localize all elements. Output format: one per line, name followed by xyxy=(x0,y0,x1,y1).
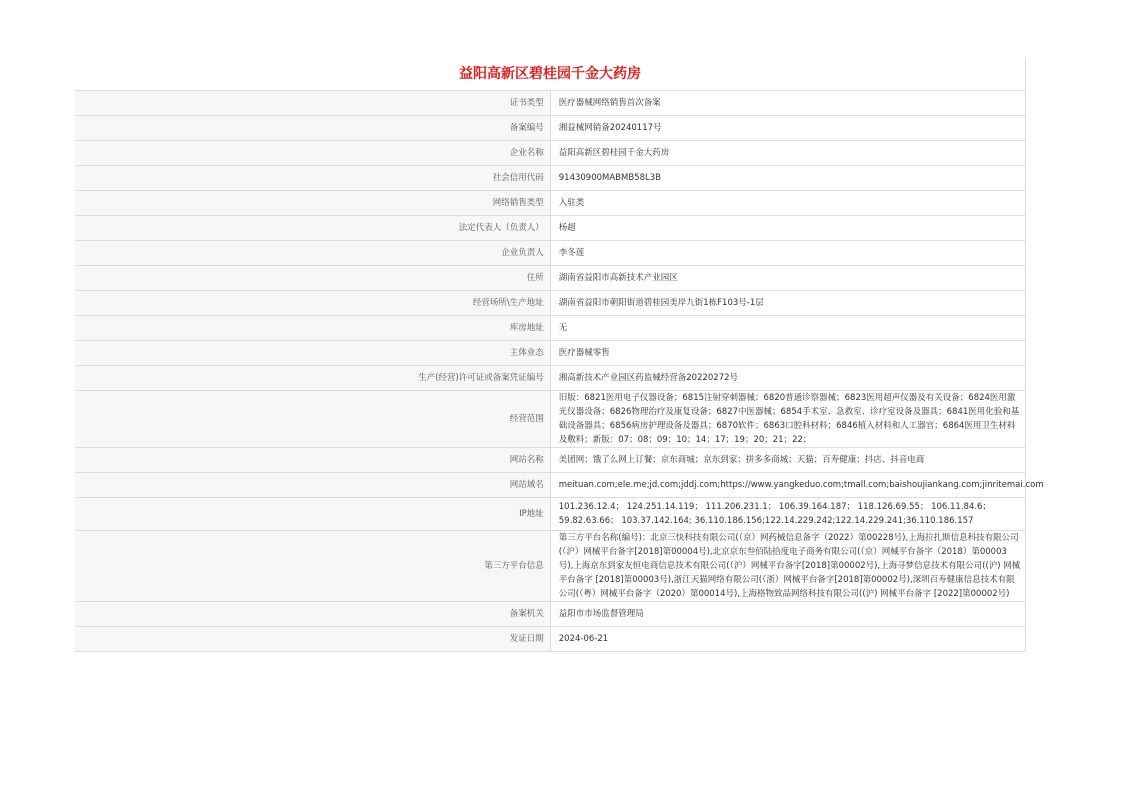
row-value: 101.236.12.4； 124.251.14.119； 111.206.231.1； 106.39.164.187； 118.126.69.55； 106.11.84.6； 59.82.63.66； 103.37.142.164; 36.110.186.156;122.14.229.242;122.14.229.241;36.110.186.157 xyxy=(550,498,1025,531)
table-row xyxy=(75,448,1026,473)
row-value: 湖南省益阳市高新技术产业园区 xyxy=(550,266,1025,291)
row-label: 企业名称 xyxy=(75,141,550,166)
table-row xyxy=(75,316,1026,341)
table-row xyxy=(75,498,1026,531)
table-row xyxy=(75,91,1026,116)
row-label: 发证日期 xyxy=(75,627,550,652)
row-value: 益阳市市场监督管理局 xyxy=(550,602,1025,627)
row-label: 社会信用代码 xyxy=(75,166,550,191)
row-label: IP地址 xyxy=(75,498,550,531)
table-row xyxy=(75,627,1026,652)
row-label: 经营范围 xyxy=(75,391,550,448)
row-label: 库房地址 xyxy=(75,316,550,341)
row-label: 第三方平台信息 xyxy=(75,531,550,602)
row-value: 旧版：6821医用电子仪器设备；6815注射穿刺器械；6820普通诊察器械；6823医用超声仪器及有关设备；6824医用激光仪器设备；6826物理治疗及康复设备；6827中医器械；6854手术室、急救室、诊疗室设备及器具；6841医用化验和基础设备器具；6856病房护理设备及器具；6870软件；6863口腔科材料；6846植入材料和人工器官；6864医用卫生材料及敷料；新版：07；08；09；10；14；17；19；20；21；22； xyxy=(550,391,1025,448)
row-value: 美团网；饿了么网上订餐；京东商城；京东到家；拼多多商城；天猫；百寿健康；抖店、抖音电商 xyxy=(550,448,1025,473)
table-row xyxy=(75,391,1026,448)
row-value: 第三方平台名称(编号)：北京三快科技有限公司(（京）网药械信息备字（2022）第00228号),上海拉扎斯信息科技有限公司(（沪）网械平台备字[2018]第00004号),北京京东叁佰陆拾度电子商务有限公司(（京）网械平台备字（2018）第00003号),上海京东到家友恒电商信息技术有限公司(（沪）网械平台备字[2018]第00002号),上海寻梦信息技术有限公司((沪) 网械平台备字 [2018]第00003号),浙江天猫网络有限公司(（浙）网械平台备字[2018]第00002号),深圳百寿健康信息技术有限公司(（粤）网械平台备字（2020）第00014号),上海格物致品网络科技有限公司((沪) 网械平台备字 [2022]第00002号) xyxy=(550,531,1025,602)
title-row xyxy=(75,58,1026,91)
row-value: 李冬莲 xyxy=(550,241,1025,266)
table-row xyxy=(75,341,1026,366)
certificate-table xyxy=(75,58,1044,652)
row-value: 医疗器械网络销售首次备案 xyxy=(550,91,1025,116)
row-label: 备案编号 xyxy=(75,116,550,141)
table-row xyxy=(75,366,1026,391)
row-label: 生产(经营)许可证或备案凭证编号 xyxy=(75,366,550,391)
table-row xyxy=(75,473,1026,498)
row-label: 法定代表人（负责人） xyxy=(75,216,550,241)
table-row xyxy=(75,141,1026,166)
row-value: 杨超 xyxy=(550,216,1025,241)
row-label: 备案机关 xyxy=(75,602,550,627)
table-row xyxy=(75,241,1026,266)
row-label: 企业负责人 xyxy=(75,241,550,266)
row-value: 91430900MABMB58L3B xyxy=(550,166,1025,191)
certificate-title: 益阳高新区碧桂园千金大药房 xyxy=(75,58,1026,91)
row-value: meituan.com;ele.me;jd.com;jddj.com;https://www.yangkeduo.com;tmall.com;baishoujiankang.com;jinritemai.com xyxy=(550,473,1025,498)
row-value: 2024-06-21 xyxy=(550,627,1025,652)
table-row xyxy=(75,291,1026,316)
row-value: 入驻类 xyxy=(550,191,1025,216)
row-label: 网站域名 xyxy=(75,473,550,498)
row-value: 无 xyxy=(550,316,1025,341)
table-row xyxy=(75,166,1026,191)
row-value: 益阳高新区碧桂园千金大药房 xyxy=(550,141,1025,166)
table-row xyxy=(75,531,1026,602)
table-row xyxy=(75,266,1026,291)
row-label: 证书类型 xyxy=(75,91,550,116)
row-label: 网络销售类型 xyxy=(75,191,550,216)
row-label: 经营场所\生产地址 xyxy=(75,291,550,316)
row-value: 医疗器械零售 xyxy=(550,341,1025,366)
row-value: 湘益械网销备20240117号 xyxy=(550,116,1025,141)
table-row xyxy=(75,602,1026,627)
table-row xyxy=(75,216,1026,241)
row-label: 住所 xyxy=(75,266,550,291)
table-row xyxy=(75,116,1026,141)
row-value: 湖南省益阳市朝阳街道碧桂园美岸九街1栋F103号-1层 xyxy=(550,291,1025,316)
table-row xyxy=(75,191,1026,216)
row-label: 主体业态 xyxy=(75,341,550,366)
row-label: 网站名称 xyxy=(75,448,550,473)
row-value: 湘高新技术产业园区药监械经营备20220272号 xyxy=(550,366,1025,391)
